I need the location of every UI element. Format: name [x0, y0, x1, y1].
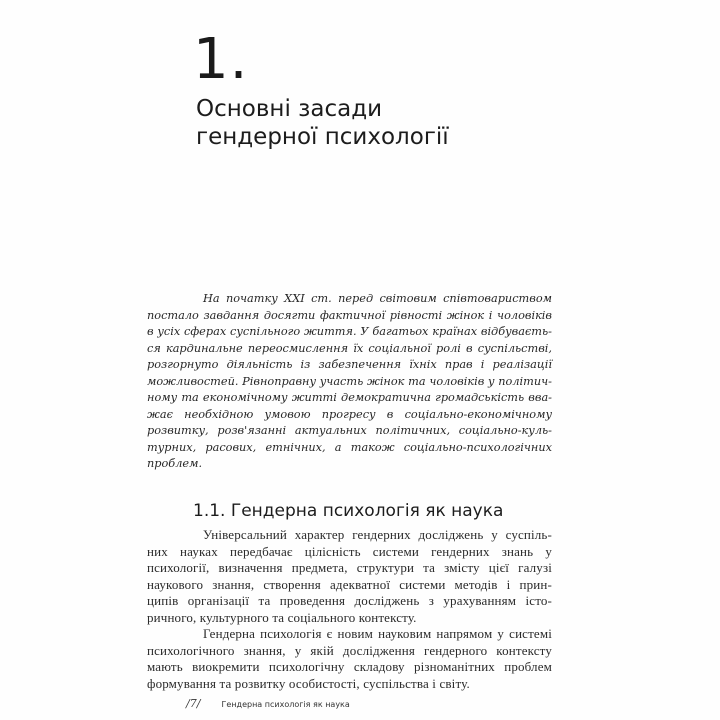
abstract-line: можливостей. Рівноправну участь жінок та чоловіків у політич- [147, 374, 552, 388]
body-line: психологічного знання, у якій дослідження гендерного контексту [147, 642, 552, 658]
chapter-abstract [147, 291, 552, 473]
body-line: психології, визначення предмета, структури та змісту цієї галузі [147, 560, 552, 575]
body-line: них науках передбачає цілісність системи гендерних знань у [147, 543, 552, 559]
abstract-line: ся кардинальне переосмислення їх соціальної ролі в суспільстві, [147, 341, 552, 355]
abstract-line: турних, расових, етнічних, а також соціально-психологічних [147, 440, 552, 454]
abstract-line: На початку XXI ст. перед світовим співтовариством [203, 292, 552, 305]
body-line: Гендерна психологія є новим науковим напрямом у системі [203, 626, 552, 641]
body-line: формування та розвитку особистості, суспільства і світу. [147, 675, 470, 691]
section-body [147, 527, 552, 692]
page-footer [186, 692, 350, 711]
chapter-title-line-2: гендерної психології [196, 124, 449, 150]
paragraph-1 [147, 527, 552, 626]
abstract-line: постало завдання досягти фактичної рівності жінок і чоловіків [147, 308, 552, 322]
paragraph-2 [147, 626, 552, 692]
abstract-line: розгорнуто діяльність із забезпечення їхніх прав і реалізації [147, 358, 552, 371]
body-line: наукового знання, створення адекватної системи методів і прин- [147, 576, 552, 592]
abstract-line: жає необхідною умовою прогресу в соціально-економічному [147, 407, 552, 421]
body-line: Універсальний характер гендерних досліджень у суспіль- [203, 527, 552, 542]
chapter-title [196, 95, 449, 151]
abstract-line: розвитку, розв'язанні актуальних політичних, соціально-куль- [147, 424, 552, 437]
abstract-line: проблем. [147, 457, 203, 470]
body-line: ричного, культурного та соціального контексту. [147, 609, 417, 625]
abstract-line: ному та економічному житті демократична громадськість вва- [147, 391, 552, 404]
chapter-title-line-1: Основні засади [196, 96, 383, 122]
body-line: ципів організації та проведення досліджень з урахуванням істо- [147, 593, 552, 608]
section-heading: 1.1. Гендерна психологія як наука [193, 501, 504, 521]
page-number: /7/ [186, 697, 201, 710]
abstract-line: в усіх сферах суспільного життя. У багатьох країнах відбуваєть- [147, 325, 552, 338]
body-line: мають виокремити психологічну складову різноманітних проблем [147, 659, 552, 674]
chapter-number: 1. [193, 27, 249, 92]
running-head: Гендерна психологія як наука [221, 700, 350, 709]
